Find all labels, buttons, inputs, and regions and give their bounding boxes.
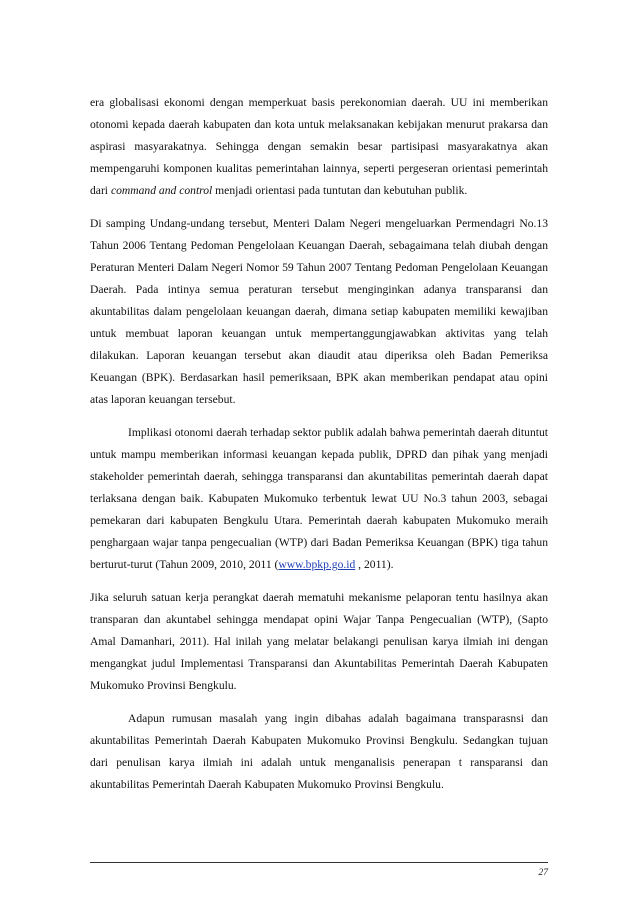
paragraph-text: Implikasi otonomi daerah terhadap sektor publik adalah bahwa pemerintah daerah dituntut untuk mampu memberikan informasi keuangan kepada publik, DPRD dan pihak yang menjadi stakeholder pemerintah daerah, sehingga transparansi dan akuntabilitas pemerintah daerah dapat terlaksana dengan baik. Kabupaten Mukomuko terbentuk lewat UU No.3 tahun 2003, sebagai pemekaran dari kabupaten Bengkulu Utara. Pemerintah daerah kabupaten Mukomuko meraih penghargaan wajar tanpa pengecualian (WTP) dari Badan Pemeriksa Keuangan (BPK) tiga tahun berturut-turut (Tahun 2009, 2010, 2011 ( — [90, 426, 548, 571]
paragraph-text: era globalisasi ekonomi dengan memperkuat basis perekonomian daerah. UU ini memberikan otonomi kepada daerah kabupaten dan kota untuk melaksanakan kebijakan menurut prakarsa dan aspirasi masyarakatnya. Sehingga dengan semakin besar partisipasi masyarakatnya akan mempengaruhi komponen kualitas pemerintahan lainnya, seperti pergeseran orientasi pemerintah dari — [90, 96, 548, 197]
paragraph-text: menjadi orientasi pada tuntutan dan kebutuhan publik. — [212, 184, 468, 197]
paragraph-text: , 2011). — [355, 558, 394, 571]
page-number: 27 — [538, 868, 548, 878]
paragraph-2 — [90, 213, 548, 411]
paragraph-4 — [90, 587, 548, 697]
bpkp-link[interactable]: www.bpkp.go.id — [278, 558, 356, 571]
paragraph-text: Di samping Undang-undang tersebut, Menteri Dalam Negeri mengeluarkan Permendagri No.13 Tahun 2006 Tentang Pedoman Pengelolaan Keuangan Daerah, sebagaimana telah diubah dengan Peraturan Menteri Dalam Negeri Nomor 59 Tahun 2007 Tentang Pedoman Pengelolaan Keuangan Daerah. Pada intinya semua peraturan tersebut menginginkan adanya transparansi dan akuntabilitas dalam pengelolaan keuangan daerah, dimana setiap kabupaten memiliki kewajiban untuk membuat laporan keuangan untuk mempertanggungjawabkan aktivitas yang telah dilakukan. Laporan keuangan tersebut akan diaudit atau diperiksa oleh Badan Pemeriksa Keuangan (BPK). Berdasarkan hasil pemeriksaan, BPK akan memberikan pendapat atau opini atas laporan keuangan tersebut. — [90, 217, 548, 406]
paragraph-3 — [90, 422, 548, 576]
footer-divider — [90, 862, 548, 863]
paragraph-1 — [90, 92, 548, 202]
paragraph-text: Adapun rumusan masalah yang ingin dibahas adalah bagaimana transparasnsi dan akuntabilitas Pemerintah Daerah Kabupaten Mukomuko Provinsi Bengkulu. Sedangkan tujuan dari penulisan karya ilmiah ini adalah untuk menganalisis penerapan t ransparansi dan akuntabilitas Pemerintah Daerah Kabupaten Mukomuko Provinsi Bengkulu. — [90, 712, 548, 791]
italic-phrase: command and control — [110, 184, 213, 197]
paragraph-text: Jika seluruh satuan kerja perangkat daerah mematuhi mekanisme pelaporan tentu hasilnya akan transparan dan akuntabel sehingga mendapat opini Wajar Tanpa Pengecualian (WTP), (Sapto Amal Damanhari, 2011). Hal inilah yang melatar belakangi penulisan karya ilmiah ini dengan mengangkat judul Implementasi Transparansi dan Akuntabilitas Pemerintah Daerah Kabupaten Mukomuko Provinsi Bengkulu. — [90, 591, 548, 692]
document-body — [90, 92, 548, 807]
paragraph-5 — [90, 708, 548, 796]
